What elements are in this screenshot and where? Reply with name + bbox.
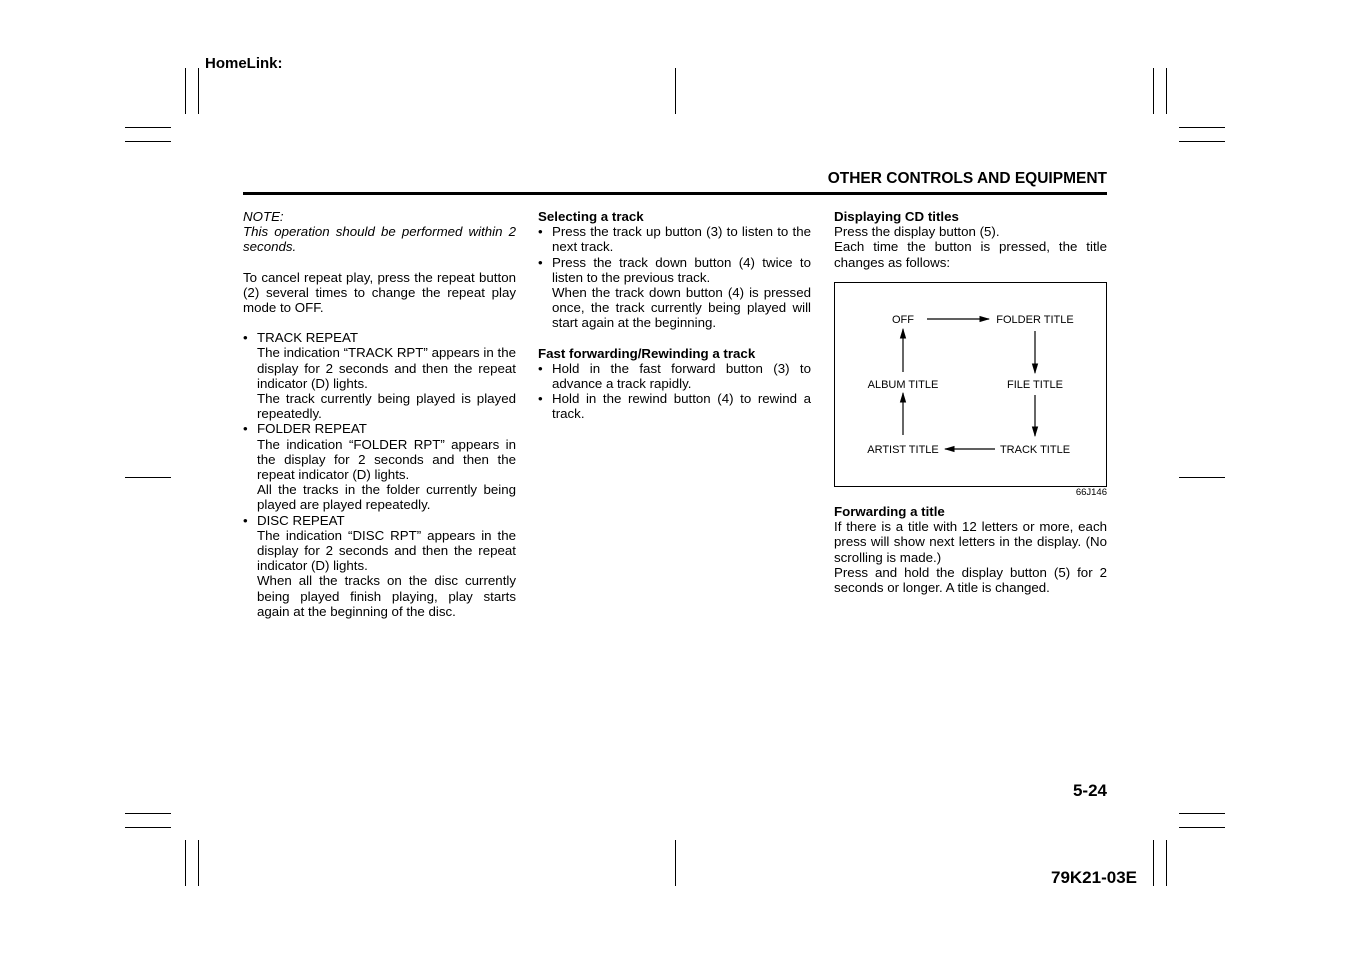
list-item: • Hold in the fast forward button (3) to advance a track rapidly. bbox=[538, 361, 811, 391]
list-item bbox=[243, 330, 516, 421]
item-desc: The indication “TRACK RPT” appears in the display for 2 seconds and then the repeat indicator (D) lights. bbox=[257, 345, 516, 391]
diagram-track-title: TRACK TITLE bbox=[999, 444, 1071, 456]
cd-line-1: Press the display button (5). bbox=[834, 224, 1000, 240]
diagram-album-title: ALBUM TITLE bbox=[867, 379, 939, 391]
forwarding-text-2: Press and hold the display button (5) for 2 seconds or longer. A title is changed. bbox=[834, 564, 1107, 596]
item-title: • DISC REPEAT bbox=[257, 512, 345, 528]
cd-line-2: Each time the button is pressed, the title changes as follows: bbox=[834, 239, 1107, 270]
diagram-file-title: FILE TITLE bbox=[1006, 379, 1064, 391]
note-label: NOTE: bbox=[243, 209, 284, 224]
note-text: This operation should be performed within 2 seconds. bbox=[243, 224, 516, 255]
list-item: • Hold in the rewind button (4) to rewind a track. bbox=[538, 391, 811, 421]
item-detail: When all the tracks on the disc currently being played finish playing, play starts again at the beginning of the disc. bbox=[257, 573, 516, 619]
forwarding-text-1: If there is a title with 12 letters or more, each press will show next letters in the display. (No scrolling is made.) bbox=[834, 519, 1107, 565]
diagram-off: OFF bbox=[892, 314, 914, 326]
list-item bbox=[243, 513, 516, 619]
column-3-lower bbox=[834, 504, 1107, 595]
item-title: • FOLDER REPEAT bbox=[257, 421, 367, 437]
item-detail: The track currently being played is played repeatedly. bbox=[257, 391, 516, 422]
column-3 bbox=[834, 209, 1107, 270]
item-detail: All the tracks in the folder currently being played are played repeatedly. bbox=[257, 482, 516, 513]
forwarding-heading: Forwarding a title bbox=[834, 504, 945, 519]
page-number: 5-24 bbox=[1072, 781, 1107, 800]
title-cycle-diagram bbox=[834, 282, 1107, 487]
diagram-svg bbox=[835, 283, 1106, 486]
figure-code: 66J146 bbox=[1075, 487, 1107, 498]
cd-heading: Displaying CD titles bbox=[834, 209, 959, 224]
diagram-folder-title: FOLDER TITLE bbox=[996, 314, 1074, 326]
list-item bbox=[243, 421, 516, 512]
list-item: • Press the track up button (3) to listen to the next track. bbox=[538, 224, 811, 254]
item-desc: The indication “DISC RPT” appears in the display for 2 seconds and then the repeat indicator (D) lights. bbox=[257, 527, 516, 574]
column-1 bbox=[243, 209, 516, 619]
cancel-text: To cancel repeat play, press the repeat button (2) several times to change the repeat play mode to OFF. bbox=[243, 269, 516, 316]
header-rule bbox=[243, 192, 1107, 195]
diagram-artist-title: ARTIST TITLE bbox=[867, 444, 939, 456]
list-item-text: • Press the track down button (4) twice to listen to the previous track. bbox=[552, 254, 811, 285]
column-2 bbox=[538, 209, 811, 422]
section-title: OTHER CONTROLS AND EQUIPMENT bbox=[827, 170, 1107, 187]
item-title: • TRACK REPEAT bbox=[257, 330, 358, 346]
selecting-heading: Selecting a track bbox=[538, 209, 644, 224]
item-desc: The indication “FOLDER RPT” appears in the display for 2 seconds and then the repeat indicator (D) lights. bbox=[257, 436, 516, 483]
ff-heading: Fast forwarding/Rewinding a track bbox=[538, 345, 756, 361]
homelink-label: HomeLink: bbox=[205, 55, 283, 72]
document-code: 79K21-03E bbox=[1050, 868, 1137, 887]
list-item-extra: When the track down button (4) is pressed once, the track currently being played will start again at the beginning. bbox=[552, 285, 811, 331]
list-item bbox=[538, 255, 811, 331]
